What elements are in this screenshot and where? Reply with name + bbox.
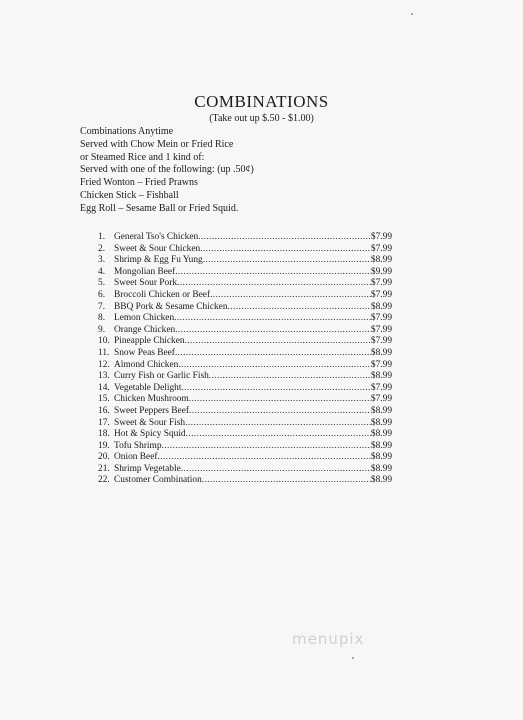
- item-name: Lemon Chicken: [114, 313, 175, 324]
- dot-leader: [200, 244, 371, 256]
- dot-leader: [189, 406, 371, 418]
- item-name: Snow Peas Beef: [114, 347, 175, 358]
- item-price: $9.99: [370, 266, 392, 277]
- item-name: Shrimp & Egg Fu Yung: [114, 255, 203, 266]
- item-number: 3.: [98, 255, 106, 266]
- item-number: 13.: [98, 371, 110, 382]
- item-number: 14.: [98, 382, 110, 393]
- item-price: $7.99: [370, 324, 392, 335]
- intro-line: Served with one of the following: (up .50¢): [80, 164, 254, 176]
- item-number: 1.: [98, 232, 106, 242]
- item-name: General Tso's Chicken: [114, 232, 199, 242]
- item-name: Pineapple Chicken: [114, 336, 185, 347]
- dot-leader: [228, 302, 371, 314]
- item-name: Mongolian Beef: [114, 266, 176, 277]
- item-price: $8.99: [370, 440, 392, 451]
- item-name: Chicken Mushroom: [114, 394, 189, 405]
- menu-item-row: [98, 371, 392, 383]
- item-number: 12.: [98, 359, 110, 370]
- item-number: 7.: [98, 301, 106, 312]
- item-price: $8.99: [370, 417, 392, 428]
- menu-item-row: [98, 406, 392, 418]
- item-name: Shrimp Vegetable: [114, 463, 181, 474]
- item-number: 5.: [98, 278, 106, 289]
- combination-list: [98, 232, 392, 487]
- menu-item-row: [98, 441, 392, 453]
- watermark-logo: menupix: [292, 630, 365, 648]
- item-name: Curry Fish or Garlic Fish: [114, 371, 209, 382]
- item-name: Vegetable Delight: [114, 382, 182, 393]
- item-number: 4.: [98, 266, 106, 277]
- dot-leader: [202, 475, 371, 487]
- item-name: Hot & Spicy Squid: [114, 429, 186, 440]
- item-price: $7.99: [370, 336, 392, 347]
- menu-item-row: [98, 267, 392, 279]
- item-name: Sweet Sour Pork: [114, 278, 178, 289]
- dot-leader: [181, 383, 370, 395]
- menu-item-row: [98, 290, 392, 302]
- item-price: $7.99: [370, 382, 392, 393]
- scan-speck: [352, 657, 354, 659]
- item-number: 22.: [98, 475, 110, 486]
- dot-leader: [186, 429, 371, 441]
- item-price: $8.99: [370, 475, 392, 486]
- dot-leader: [209, 371, 371, 383]
- item-number: 8.: [98, 313, 106, 324]
- scan-speck: [411, 13, 413, 15]
- item-price: $7.99: [370, 289, 392, 300]
- item-price: $7.99: [370, 313, 392, 324]
- item-number: 6.: [98, 289, 106, 300]
- item-price: $8.99: [370, 347, 392, 358]
- item-name: Sweet Peppers Beef: [114, 405, 189, 416]
- menu-item-row: [98, 302, 392, 314]
- takeout-note: (Take out up $.50 - $1.00): [209, 113, 314, 124]
- dot-leader: [177, 278, 371, 290]
- menu-item-row: [98, 325, 392, 337]
- dot-leader: [203, 255, 371, 267]
- menu-item-row: [98, 383, 392, 395]
- intro-text: [80, 126, 254, 216]
- item-number: 9.: [98, 324, 106, 335]
- item-price: $8.99: [370, 301, 392, 312]
- intro-line: Fried Wonton – Fried Prawns: [80, 177, 198, 189]
- dot-leader: [198, 232, 371, 244]
- menu-item-row: [98, 394, 392, 406]
- dot-leader: [181, 464, 371, 476]
- item-name: Tofu Shrimp: [114, 440, 162, 451]
- item-number: 21.: [98, 463, 110, 474]
- item-name: Onion Beef: [114, 452, 158, 463]
- item-price: $8.99: [370, 429, 392, 440]
- dot-leader: [185, 418, 371, 430]
- item-price: $7.99: [370, 359, 392, 370]
- item-number: 19.: [98, 440, 110, 451]
- menu-item-row: [98, 313, 392, 325]
- dot-leader: [157, 452, 370, 464]
- item-number: 10.: [98, 336, 110, 347]
- item-name: Almond Chicken: [114, 359, 179, 370]
- menu-item-row: [98, 464, 392, 476]
- dot-leader: [185, 336, 371, 348]
- dot-leader: [175, 348, 371, 360]
- item-name: Sweet & Sour Fish: [114, 417, 186, 428]
- item-number: 16.: [98, 405, 110, 416]
- menu-item-row: [98, 429, 392, 441]
- item-number: 11.: [98, 347, 110, 358]
- item-name: Sweet & Sour Chicken: [114, 243, 201, 254]
- item-price: $7.99: [370, 394, 392, 405]
- menu-item-row: [98, 418, 392, 430]
- intro-line: Egg Roll – Sesame Ball or Fried Squid.: [80, 202, 239, 214]
- dot-leader: [175, 325, 371, 337]
- menu-item-row: [98, 244, 392, 256]
- item-number: 15.: [98, 394, 110, 405]
- item-price: $7.99: [370, 243, 392, 254]
- item-price: $8.99: [370, 452, 392, 463]
- item-number: 2.: [98, 243, 106, 254]
- item-name: BBQ Pork & Sesame Chicken: [114, 301, 228, 312]
- dot-leader: [178, 360, 371, 372]
- intro-line: Served with Chow Mein or Fried Rice: [80, 138, 234, 150]
- item-price: $8.99: [370, 371, 392, 382]
- item-number: 18.: [98, 429, 110, 440]
- item-name: Broccoli Chicken or Beef: [114, 289, 211, 300]
- item-number: 20.: [98, 452, 110, 463]
- menu-item-row: [98, 336, 392, 348]
- page-title: COMBINATIONS: [194, 92, 329, 111]
- item-price: $7.99: [370, 278, 392, 289]
- menu-item-row: [98, 348, 392, 360]
- item-name: Customer Combination: [114, 475, 202, 486]
- dot-leader: [174, 313, 371, 325]
- menu-item-row: [98, 255, 392, 267]
- item-number: 17.: [98, 417, 110, 428]
- intro-line: Combinations Anytime: [80, 126, 174, 137]
- dot-leader: [162, 441, 371, 453]
- intro-line: or Steamed Rice and 1 kind of:: [80, 151, 205, 163]
- menu-item-row: [98, 232, 392, 244]
- item-name: Orange Chicken: [114, 324, 176, 335]
- menu-item-row: [98, 475, 392, 487]
- dot-leader: [189, 394, 371, 406]
- dot-leader: [175, 267, 371, 279]
- dot-leader: [210, 290, 371, 302]
- item-price: $8.99: [370, 255, 392, 266]
- intro-line: Chicken Stick – Fishball: [80, 189, 179, 201]
- item-price: $8.99: [370, 463, 392, 474]
- menu-item-row: [98, 360, 392, 372]
- item-price: $7.99: [370, 232, 392, 242]
- item-price: $8.99: [370, 405, 392, 416]
- menu-item-row: [98, 452, 392, 464]
- menu-item-row: [98, 278, 392, 290]
